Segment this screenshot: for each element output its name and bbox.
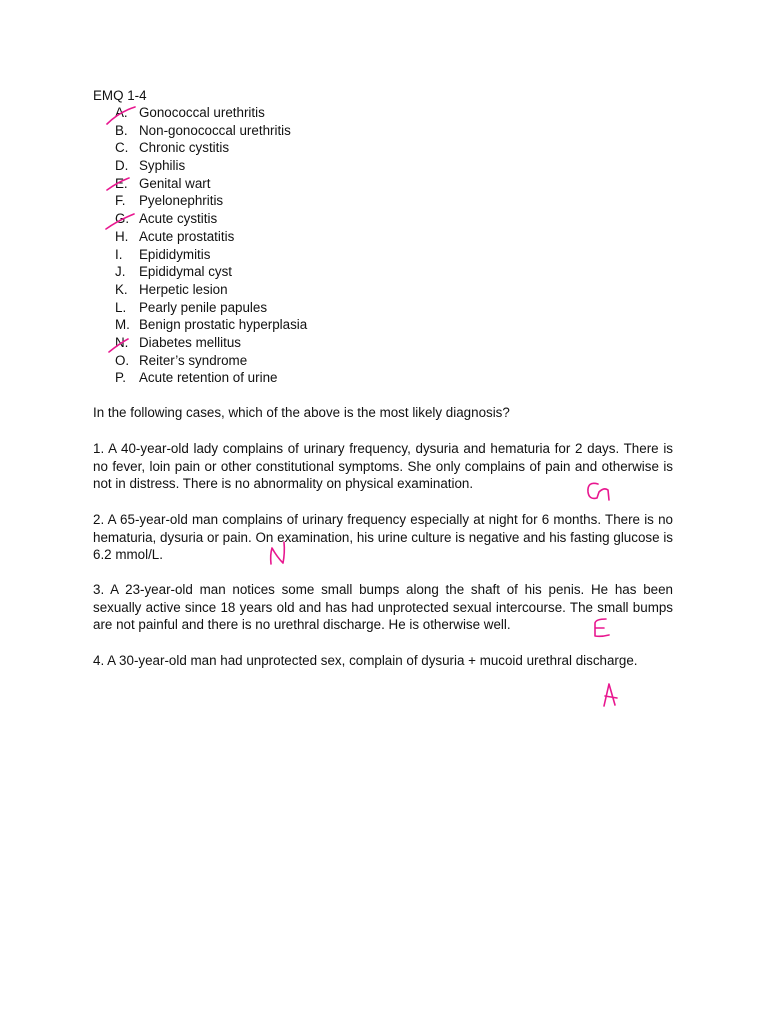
option-letter: E. [115,175,128,191]
option-letter: M. [115,317,130,333]
option-text: Non-gonococcal urethritis [139,122,291,138]
option-text: Syphilis [139,158,186,174]
option-text: Genital wart [139,175,211,191]
option-letter: A. [115,105,128,120]
document-title: EMQ 1-4 [93,88,147,103]
option-text: Diabetes mellitus [139,334,241,350]
option-text: Acute cystitis [139,211,218,227]
option-text: Benign prostatic hyperplasia [139,317,308,333]
option-letter: O. [115,352,130,368]
option-letter: D. [115,158,129,174]
option-letter: G. [115,211,130,227]
question-3: 3. A 23-year-old man notices some small bumps along the shaft of his penis. He has been sexually active since 18 years old and has had unprotected sexual intercourse. The small bumps are not painful and there is no urethral discharge. He is otherwise well. [93,582,673,633]
option-letter: N. [115,334,129,350]
option-letter: F. [115,193,126,209]
option-text: Acute retention of urine [139,370,278,386]
option-text: Chronic cystitis [139,140,230,156]
option-letter: B. [115,122,128,138]
option-text: Epididymitis [139,246,211,262]
option-letter: H. [115,228,129,244]
option-text: Gonococcal urethritis [139,105,265,120]
handwritten-answer-a [604,684,617,706]
question-1: 1. A 40-year-old lady complains of urinary frequency, dysuria and hematuria for 2 days. There is no fever, loin pain or other constitutional symptoms. She only complains of pain and otherwise is not in distress. There is no abnormality on physical examination. [93,441,673,492]
question-stem: In the following cases, which of the above is the most likely diagnosis? [93,405,510,420]
option-text: Reiter’s syndrome [139,352,248,368]
option-text: Acute prostatitis [139,228,235,244]
option-letter: J. [115,264,126,280]
question-2: 2. A 65-year-old man complains of urinary frequency especially at night for 6 months. There is no hematuria, dysuria or pain. On examination, his urine culture is negative and his fasting glucose is 6.2 mmol/L. [93,512,673,563]
option-letter: K. [115,281,128,297]
option-letter: P. [115,370,126,386]
option-letter: I. [115,246,123,262]
option-letter: L. [115,299,127,315]
option-text: Pyelonephritis [139,193,224,209]
option-text: Pearly penile papules [139,299,268,315]
question-4: 4. A 30-year-old man had unprotected sex, complain of dysuria + mucoid urethral discharge. [93,653,638,668]
option-letter: C. [115,140,129,156]
option-text: Herpetic lesion [139,281,228,297]
option-text: Epididymal cyst [139,264,233,280]
